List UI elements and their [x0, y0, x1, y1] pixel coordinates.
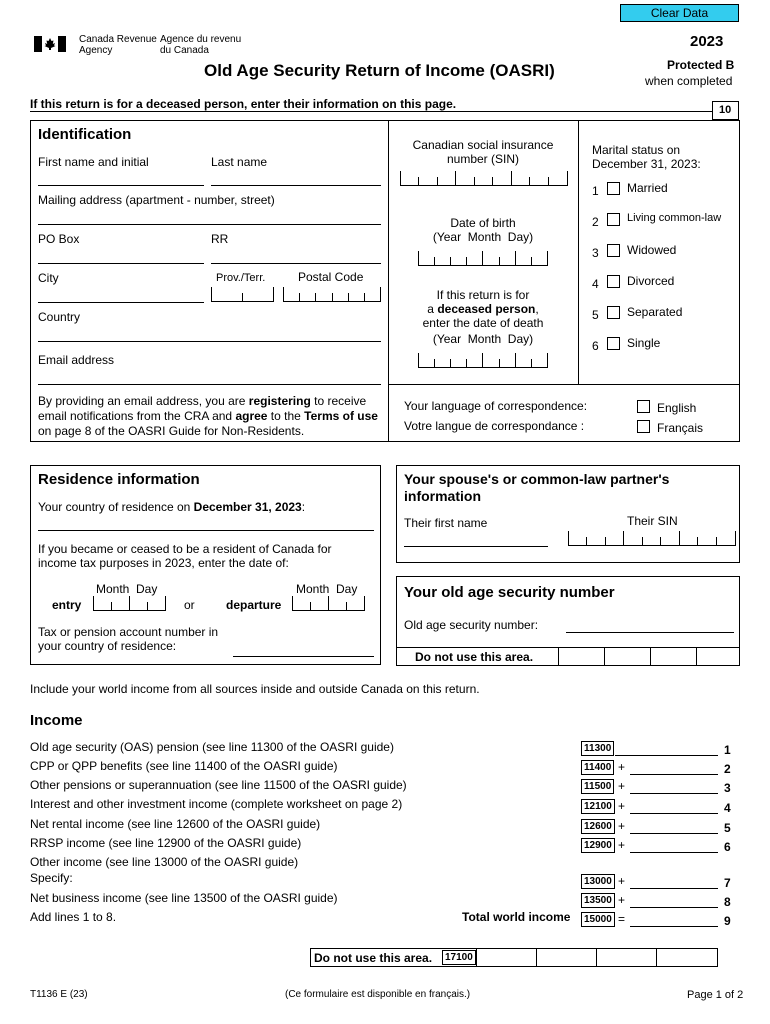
entry-date-input[interactable] — [93, 597, 166, 611]
header-divider — [30, 111, 712, 112]
when-completed: when completed — [645, 74, 733, 88]
residence-became-note: If you became or ceased to be a resident of Canada for income tax purposes in 2023, enter the date of: — [38, 542, 332, 570]
widowed-checkbox[interactable] — [607, 244, 620, 257]
entry-label: entry — [52, 598, 82, 612]
common-law-checkbox[interactable] — [607, 213, 620, 226]
page-number: Page 1 of 2 — [687, 989, 744, 1001]
dob-input[interactable] — [418, 252, 548, 266]
income-line-desc: Other pensions or superannuation (see line 11500 of the OASRI guide) — [30, 778, 407, 792]
residence-country-text: Your country of residence on — [38, 500, 194, 514]
income-line-input[interactable] — [630, 793, 718, 794]
oas-number-input[interactable] — [566, 632, 734, 633]
married-checkbox[interactable] — [607, 182, 620, 195]
postal-code-label: Postal Code — [298, 270, 364, 284]
identification-divider-2 — [578, 120, 579, 384]
prov-input[interactable] — [211, 288, 274, 302]
business-income-desc: Net business income (see line 13500 of the OASRI guide) — [30, 891, 338, 905]
income-line-op: + — [618, 779, 626, 793]
spouse-sin-label: Their SIN — [627, 514, 678, 528]
income-line-code: 11300 — [581, 741, 614, 756]
separated-checkbox[interactable] — [607, 306, 620, 319]
residence-country-colon: : — [301, 500, 306, 514]
last-name-label: Last name — [211, 155, 268, 169]
email-note-terms: Terms of use — [304, 409, 378, 423]
rr-input[interactable] — [211, 263, 381, 264]
email-note-agree: agree — [235, 409, 268, 423]
business-income-code: 13500 — [581, 893, 615, 908]
tax-account-input[interactable] — [233, 656, 374, 657]
marital-num: 3 — [592, 246, 599, 260]
income-line-desc: Old age security (OAS) pension (see line 11300 of the OASRI guide) — [30, 740, 394, 754]
total-world-income-input[interactable] — [630, 926, 718, 927]
deceased-label-4: (Year Month Day) — [432, 332, 534, 346]
last-name-input[interactable] — [211, 185, 381, 186]
marital-status-label: Marital status on December 31, 2023: — [592, 143, 701, 171]
bottom-do-not-use-label: Do not use this area. — [314, 951, 433, 965]
marital-label: Divorced — [627, 274, 675, 288]
oas-number-heading: Your old age security number — [404, 584, 615, 601]
income-line-op: + — [618, 838, 626, 852]
email-note-part: to the — [267, 409, 305, 423]
city-label: City — [38, 271, 59, 285]
english-checkbox[interactable] — [637, 400, 650, 413]
other-income-op: + — [618, 874, 626, 888]
income-line-num: 1 — [724, 743, 731, 757]
marital-num: 2 — [592, 215, 599, 229]
income-line-code: 12900 — [581, 838, 615, 853]
marital-label: Separated — [627, 305, 683, 319]
email-note-registering: registering — [248, 394, 311, 408]
departure-month-day: Month Day — [296, 582, 358, 596]
protected-b: Protected B — [667, 58, 735, 72]
spouse-first-name-label: Their first name — [404, 516, 488, 530]
english-label: English — [657, 401, 697, 415]
marital-label: Living common-law — [627, 212, 722, 224]
spouse-sin-input[interactable] — [568, 532, 736, 546]
residence-country-label — [38, 500, 305, 514]
postal-code-input[interactable] — [283, 288, 381, 302]
dob-format: (Year Month Day) — [432, 230, 534, 244]
income-line-input[interactable] — [630, 852, 718, 853]
rr-label: RR — [211, 232, 229, 246]
tax-account-label: Tax or pension account number in your country of residence: — [38, 625, 219, 653]
deceased-label-2 — [398, 302, 568, 316]
total-world-income-code: 15000 — [581, 912, 615, 927]
mailing-address-label: Mailing address (apartment - number, street) — [38, 193, 275, 207]
income-line-num: 2 — [724, 762, 731, 776]
income-line-op: + — [618, 799, 626, 813]
french-availability-note: (Ce formulaire est disponible en français.) — [285, 989, 471, 1000]
date-of-death-input[interactable] — [418, 354, 548, 368]
income-line-desc: CPP or QPP benefits (see line 11400 of the OASRI guide) — [30, 759, 338, 773]
page-code: 10 — [719, 104, 732, 116]
email-label: Email address — [38, 353, 115, 367]
deceased-a: a — [427, 302, 438, 316]
mailing-address-input[interactable] — [38, 224, 381, 225]
bottom-cell — [536, 948, 537, 967]
single-checkbox[interactable] — [607, 337, 620, 350]
dnu-cell — [604, 647, 605, 666]
dnu-cell — [696, 647, 697, 666]
or-label: or — [184, 598, 195, 612]
residence-heading: Residence information — [38, 471, 200, 488]
marital-label: Widowed — [627, 243, 677, 257]
income-line-code: 12600 — [581, 819, 615, 834]
language-label-fr: Votre langue de correspondance : — [404, 419, 585, 433]
marital-label: Married — [627, 181, 668, 195]
deceased-label-3: enter the date of death — [422, 316, 544, 330]
first-name-label: First name and initial — [38, 155, 149, 169]
po-box-label: PO Box — [38, 232, 80, 246]
email-input[interactable] — [38, 384, 381, 385]
form-id: T1136 E (23) — [30, 989, 88, 1000]
income-line-code: 11400 — [581, 760, 614, 775]
departure-label: departure — [226, 598, 282, 612]
business-income-num: 8 — [724, 895, 731, 909]
marital-num: 1 — [592, 184, 599, 198]
income-line-num: 4 — [724, 801, 731, 815]
email-note-part: to receive email notifications from the CRA and — [38, 394, 367, 423]
do-not-use-label: Do not use this area. — [415, 650, 534, 664]
form-title: Old Age Security Return of Income (OASRI) — [204, 61, 555, 80]
deceased-person: deceased person — [437, 302, 536, 316]
marital-num: 5 — [592, 308, 599, 322]
world-income-note: Include your world income from all sources inside and outside Canada on this return. — [30, 682, 480, 696]
form-year: 2023 — [690, 33, 724, 50]
business-income-input[interactable] — [630, 907, 718, 908]
bottom-code: 17100 — [442, 950, 476, 965]
email-note — [38, 394, 383, 439]
dnu-cell — [650, 647, 651, 666]
deceased-comma: , — [535, 302, 539, 316]
income-line-desc: Interest and other investment income (complete worksheet on page 2) — [30, 797, 403, 811]
income-line-input[interactable] — [630, 774, 718, 775]
income-line-op: + — [618, 819, 626, 833]
canada-flag-icon — [34, 36, 66, 52]
marital-label: Single — [627, 336, 661, 350]
other-income-input[interactable] — [630, 888, 718, 889]
francais-label: Français — [657, 421, 704, 435]
income-line-input[interactable] — [615, 755, 718, 756]
income-line-input[interactable] — [630, 813, 718, 814]
total-world-income-op: = — [618, 912, 626, 926]
po-box-input[interactable] — [38, 263, 204, 264]
sin-input[interactable] — [400, 172, 568, 186]
other-income-specify: Specify: — [30, 871, 73, 885]
income-heading: Income — [30, 712, 83, 729]
departure-date-input[interactable] — [292, 597, 365, 611]
first-name-input[interactable] — [38, 185, 204, 186]
income-line-num: 3 — [724, 781, 731, 795]
bottom-cell — [476, 948, 477, 967]
residence-country-input[interactable] — [38, 530, 374, 531]
spouse-heading: Your spouse's or common-law partner's information — [404, 471, 670, 504]
income-line-num: 6 — [724, 840, 731, 854]
country-label: Country — [38, 310, 81, 324]
oas-number-label: Old age security number: — [404, 618, 539, 632]
income-line-desc: RRSP income (see line 12900 of the OASRI guide) — [30, 836, 302, 850]
total-world-income-num: 9 — [724, 914, 731, 928]
clear-data-button[interactable]: Clear Data — [620, 4, 739, 22]
residence-country-date: December 31, 2023 — [193, 500, 302, 514]
spouse-first-name-input[interactable] — [404, 546, 548, 547]
dnu-cell — [558, 647, 559, 666]
add-lines-label: Add lines 1 to 8. — [30, 910, 117, 924]
francais-checkbox[interactable] — [637, 420, 650, 433]
identification-divider-1 — [388, 120, 389, 442]
city-input[interactable] — [38, 302, 204, 303]
deceased-note: If this return is for a deceased person, enter their information on this page. — [30, 97, 457, 111]
income-line-input[interactable] — [630, 833, 718, 834]
cra-english-name: Canada Revenue Agency — [79, 34, 157, 56]
bottom-cell — [596, 948, 597, 967]
email-note-part: By providing an email address, you are — [38, 394, 249, 408]
language-label-en: Your language of correspondence: — [404, 399, 588, 413]
dob-label: Date of birth — [450, 216, 516, 230]
other-income-num: 7 — [724, 876, 731, 890]
sin-label: Canadian social insurance number (SIN) — [412, 138, 554, 166]
divorced-checkbox[interactable] — [607, 275, 620, 288]
other-income-desc: Other income (see line 13000 of the OASRI guide) — [30, 855, 299, 869]
income-line-num: 5 — [724, 821, 731, 835]
marital-num: 4 — [592, 277, 599, 291]
entry-month-day: Month Day — [96, 582, 158, 596]
income-line-op: + — [618, 760, 626, 774]
marital-num: 6 — [592, 339, 599, 353]
business-income-op: + — [618, 893, 626, 907]
income-line-code: 12100 — [581, 799, 615, 814]
total-world-income-label: Total world income — [462, 910, 571, 924]
deceased-label-1: If this return is for — [436, 288, 530, 302]
bottom-cell — [656, 948, 657, 967]
other-income-code: 13000 — [581, 874, 615, 889]
identification-heading: Identification — [38, 126, 132, 143]
email-note-part: on page 8 of the OASRI Guide for Non-Residents. — [38, 424, 305, 438]
income-line-desc: Net rental income (see line 12600 of the OASRI guide) — [30, 817, 321, 831]
cra-french-name: Agence du revenu du Canada — [160, 34, 242, 56]
prov-label: Prov./Terr. — [216, 272, 266, 284]
identification-hdivider — [388, 384, 740, 385]
income-line-code: 11500 — [581, 779, 614, 794]
country-input[interactable] — [38, 341, 381, 342]
